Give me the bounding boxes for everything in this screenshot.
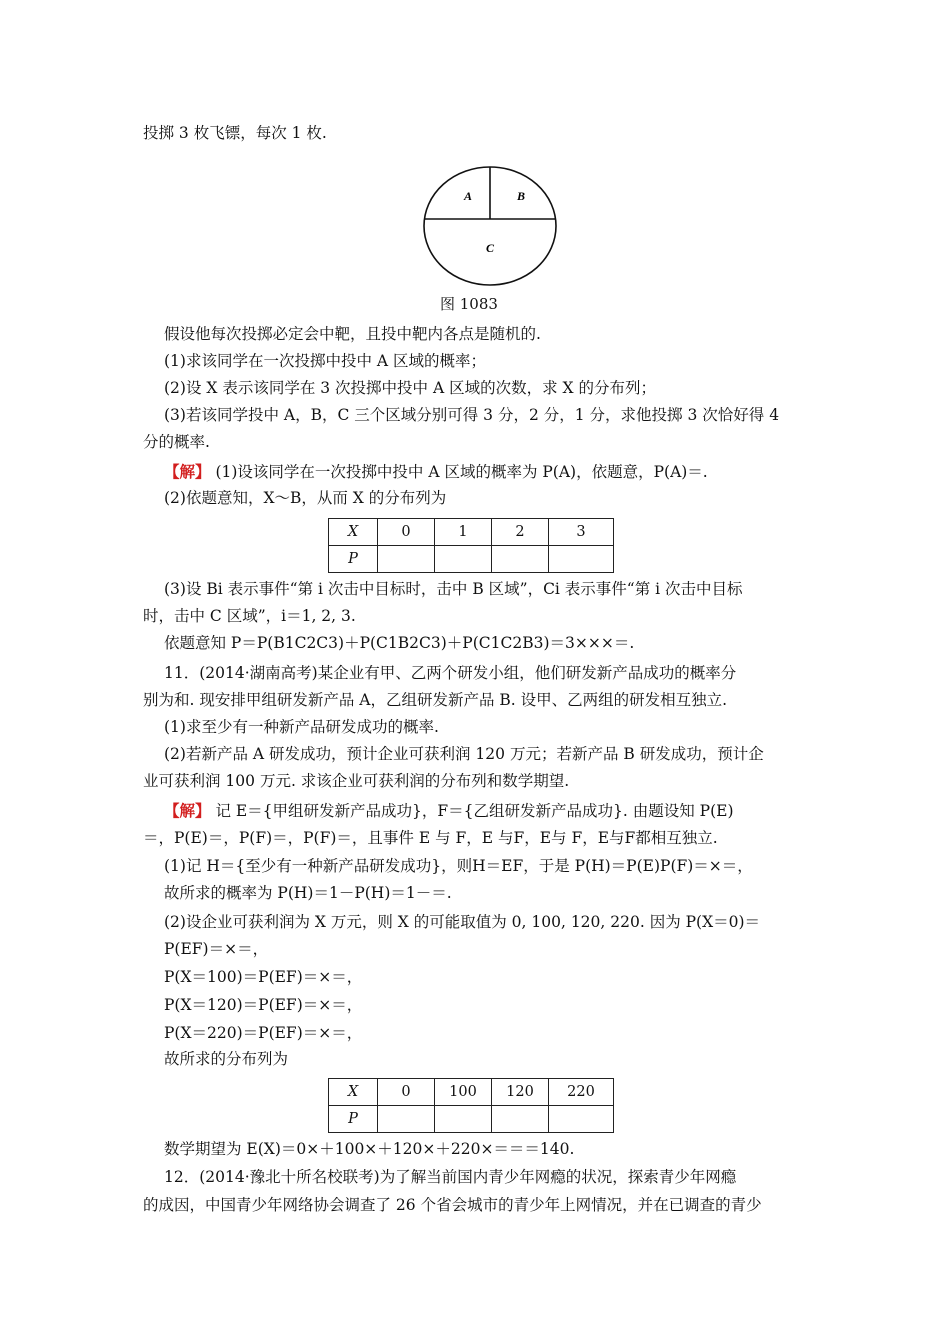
text-line: P(X＝220)＝P(EF)＝×＝，	[164, 1024, 363, 1042]
solution-line	[164, 800, 734, 822]
table-cell	[492, 546, 549, 573]
text-line: 12．(2014·豫北十所名校联考)为了解当前国内青少年网瘾的状况，探索青少年网瘾	[164, 1168, 737, 1186]
table-cell: P	[329, 546, 378, 573]
region-c-label: C	[486, 241, 495, 255]
text-line: (3)设 Bi 表示事件“第 i 次击中目标时，击中 B 区域”，Ci 表示事件“第 i 次击中目标	[164, 580, 743, 598]
text-line: (2)若新产品 A 研发成功，预计企业可获利润 120 万元；若新产品 B 研发成功，预计企	[164, 745, 764, 763]
table-cell: 120	[492, 1079, 549, 1106]
text-line: 数学期望为 E(X)＝0×＋100×＋120×＋220×＝＝＝140.	[164, 1140, 575, 1158]
solution-line	[164, 461, 708, 483]
text-line: (2)设企业可获利润为 X 万元，则 X 的可能取值为 0, 100, 120, 220. 因为 P(X＝0)＝	[164, 913, 761, 931]
distribution-table-1	[328, 518, 614, 573]
table-cell: 220	[549, 1079, 614, 1106]
region-b-label: B	[517, 189, 526, 203]
table-cell: P	[329, 1106, 378, 1133]
text-line: (3)若该同学投中 A，B，C 三个区域分别可得 3 分，2 分，1 分，求他投掷 3 次恰好得 4	[164, 406, 780, 424]
table-cell	[492, 1106, 549, 1133]
text-line: (1)记 H＝{至少有一种新产品研发成功}，则H＝EF，于是 P(H)＝P(E)P(F)＝×＝，	[164, 857, 753, 875]
text-line: 投掷 3 枚飞镖，每次 1 枚.	[143, 124, 327, 142]
table-row	[329, 546, 614, 573]
text-line: 假设他每次投掷必定会中靶，且投中靶内各点是随机的.	[164, 325, 541, 343]
text-line: (2)依题意知，X～B，从而 X 的分布列为	[164, 489, 447, 507]
text-line: 的成因，中国青少年网络协会调查了 26 个省会城市的青少年上网情况，并在已调查的青少	[143, 1196, 762, 1214]
table-row	[329, 519, 614, 546]
text-line: P(X＝100)＝P(EF)＝×＝，	[164, 968, 363, 986]
solution-text: 记 E＝{甲组研发新产品成功}，F＝{乙组研发新产品成功}. 由题设知 P(E)	[210, 802, 734, 820]
text-line: (1)求至少有一种新产品研发成功的概率.	[164, 718, 439, 736]
table-cell: 100	[435, 1079, 492, 1106]
table-cell: X	[329, 1079, 378, 1106]
text-line: (2)设 X 表示该同学在 3 次投掷中投中 A 区域的次数，求 X 的分布列；	[164, 379, 656, 397]
distribution-table-2	[328, 1078, 614, 1133]
table-cell	[378, 546, 435, 573]
table-cell: X	[329, 519, 378, 546]
figure-caption: 图 1083	[440, 295, 498, 313]
table-cell	[435, 1106, 492, 1133]
region-a-label: A	[464, 189, 473, 203]
table-cell	[435, 546, 492, 573]
table-cell	[549, 1106, 614, 1133]
solution-tag: 【解】	[164, 462, 211, 481]
text-line: 故所求的分布列为	[164, 1050, 289, 1068]
table-cell: 1	[435, 519, 492, 546]
text-line: 时，击中 C 区域”，i＝1, 2, 3.	[143, 607, 356, 625]
text-line: P(X＝120)＝P(EF)＝×＝，	[164, 996, 363, 1014]
table-cell	[378, 1106, 435, 1133]
table-row	[329, 1106, 614, 1133]
solution-tag: 【解】	[164, 801, 211, 820]
text-line: 分的概率.	[143, 433, 210, 451]
text-line: 11．(2014·湖南高考)某企业有甲、乙两个研发小组，他们研发新产品成功的概率分	[164, 664, 737, 682]
table-row	[329, 1079, 614, 1106]
text-line: P(EF)＝×＝，	[164, 940, 269, 958]
table-cell: 0	[378, 519, 435, 546]
text-line: 别为和. 现安排甲组研发新产品 A，乙组研发新产品 B. 设甲、乙两组的研发相互独立.	[143, 691, 728, 709]
table-cell: 2	[492, 519, 549, 546]
table-cell	[549, 546, 614, 573]
text-line: ＝，P(E)＝，P(F)＝，P(F)＝，且事件 E 与 F，E 与F，E与 F，E与F都相互独立.	[143, 829, 718, 847]
text-line: 故所求的概率为 P(H)＝1－P(H)＝1－＝.	[164, 884, 452, 902]
table-cell: 0	[378, 1079, 435, 1106]
table-cell: 3	[549, 519, 614, 546]
text-line: (1)求该同学在一次投掷中投中 A 区域的概率；	[164, 352, 487, 370]
solution-text: (1)设该同学在一次投掷中投中 A 区域的概率为 P(A)，依题意，P(A)＝.	[210, 463, 708, 481]
dartboard-figure	[420, 164, 560, 290]
text-line: 依题意知 P＝P(B1C2C3)＋P(C1B2C3)＋P(C1C2B3)＝3×××＝.	[164, 634, 635, 652]
text-line: 业可获利润 100 万元. 求该企业可获利润的分布列和数学期望.	[143, 772, 570, 790]
